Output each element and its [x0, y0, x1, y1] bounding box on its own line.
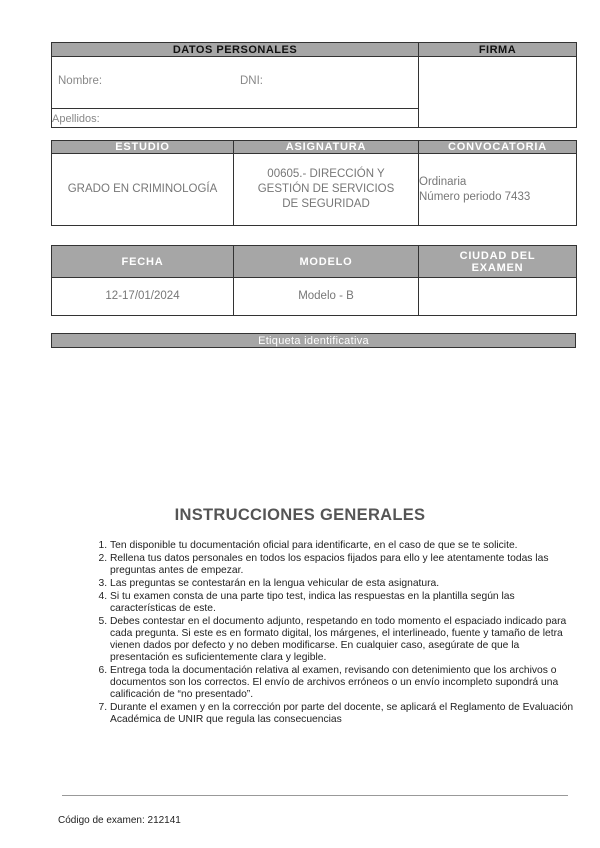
call-line-2: Número periodo 7433: [419, 190, 531, 203]
id-label-header: Etiqueta identificativa: [52, 334, 576, 348]
instructions-list: [82, 540, 577, 727]
city-header: [419, 246, 577, 278]
study-header: ESTUDIO: [52, 141, 234, 154]
exam-code: Código de examen: 212141: [58, 815, 181, 826]
instruction-item: 6. Entrega toda la documentación relativa al examen, revisando con detenimiento que los archivos o documentos son los correctos. El envío de archivos erróneos o un envío incompleto supondrá una calificación de “no presentado”.: [110, 665, 577, 701]
subject-line-2: GESTIÓN DE SERVICIOS: [257, 183, 395, 195]
instruction-item: 2. Rellena tus datos personales en todos los espacios fijados para ello y lee atentamente todas las preguntas antes de empezar.: [110, 553, 577, 577]
signature-box[interactable]: [419, 57, 577, 128]
subject-line-3: DE SEGURIDAD: [282, 198, 370, 210]
exam-info-table: [51, 245, 577, 316]
instruction-item: 1. Ten disponible tu documentación oficial para identificarte, en el caso de que se te solicite.: [110, 540, 577, 552]
instructions-title: INSTRUCCIONES GENERALES: [174, 506, 426, 524]
instruction-item: 7. Durante el examen y en la corrección por parte del docente, se aplicará el Reglamento de Evaluación Académica de UNIR que regula las consecuencias: [110, 702, 577, 726]
city-header-line-2: EXAMEN: [471, 261, 524, 274]
subject-line-1: 00605.- DIRECCIÓN Y: [267, 168, 385, 180]
study-value-text: GRADO EN CRIMINOLOGÍA: [67, 183, 218, 195]
name-dni-cell[interactable]: [52, 57, 419, 109]
instruction-item: 5. Debes contestar en el documento adjunto, respetando en todo momento el espaciado indicado para cada pregunta. Si este es en formato digital, los márgenes, el interlineado, fuente y tamaño de letra vienen dados por defecto y no deben modificarse. En cualquier caso, asegúrate de que la presentación es suficientemente clara y legible.: [110, 616, 577, 664]
dni-label: DNI:: [240, 75, 263, 87]
date-header: FECHA: [52, 246, 234, 278]
subject-header: ASIGNATURA: [234, 141, 419, 154]
personal-data-table: [51, 42, 577, 128]
model-header: MODELO: [234, 246, 419, 278]
surname-label: Apellidos:: [52, 113, 100, 125]
instruction-item: 3. Las preguntas se contestarán en la lengua vehicular de esta asignatura.: [110, 578, 577, 590]
city-value-cell[interactable]: [419, 278, 577, 316]
study-table: [51, 140, 577, 226]
call-header: CONVOCATORIA: [419, 141, 577, 154]
footer-divider: [62, 795, 568, 796]
model-value: Modelo - B: [234, 278, 419, 316]
personal-data-header: DATOS PERSONALES: [52, 43, 419, 57]
surname-cell[interactable]: [52, 109, 419, 128]
call-value: [419, 154, 577, 226]
call-line-1: Ordinaria: [419, 175, 467, 188]
signature-header: FIRMA: [419, 43, 577, 57]
city-header-line-1: CIUDAD DEL: [459, 249, 536, 262]
date-value: 12-17/01/2024: [52, 278, 234, 316]
id-label-table: [51, 333, 576, 348]
instruction-item: 4. Si tu examen consta de una parte tipo test, indica las respuestas en la plantilla según las características de este.: [110, 591, 577, 615]
name-label: Nombre:: [58, 75, 103, 87]
study-value: [52, 154, 234, 226]
subject-value: [234, 154, 419, 226]
